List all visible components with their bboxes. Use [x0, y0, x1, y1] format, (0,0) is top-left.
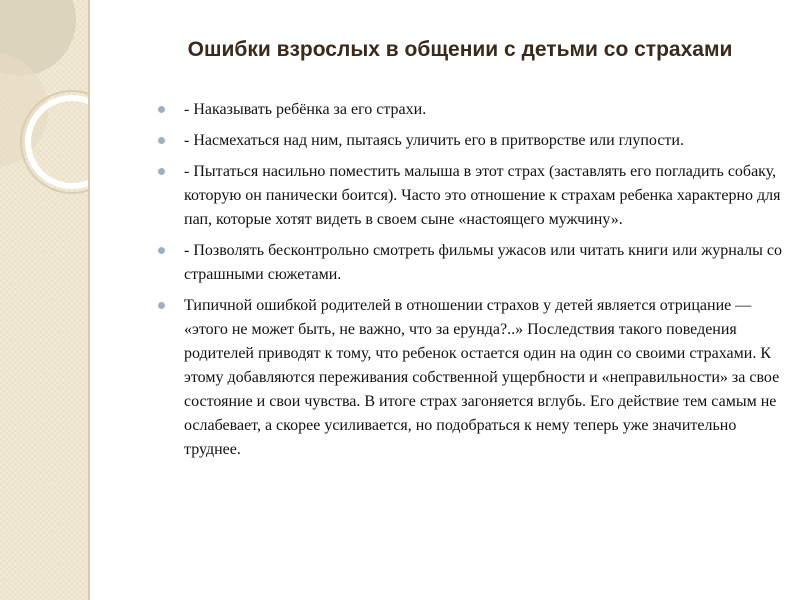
bullet-icon	[158, 106, 165, 113]
bullet-item-horror	[158, 239, 794, 287]
bullet-icon	[158, 247, 165, 254]
bullet-item-punish	[158, 98, 794, 122]
bullet-text: - Насмехаться над ним, пытаясь уличить его в притворстве или глупости.	[184, 132, 684, 149]
bullet-text: - Позволять бесконтрольно смотреть фильмы ужасов или читать книги или журналы со страшными сюжетами.	[184, 242, 782, 283]
bullet-icon	[158, 137, 165, 144]
panel-divider	[88, 0, 90, 600]
bullet-text: - Пытаться насильно поместить малыша в этот страх (заставлять его погладить собаку, которую он панически боится). Часто это отношение к страхам ребенка характерно для пап, которые хотят видеть в своем сыне «настоящего мужчину».	[184, 163, 781, 228]
bullet-item-mock	[158, 129, 794, 153]
bullet-icon	[158, 168, 165, 175]
bullet-text: - Наказывать ребёнка за его страхи.	[184, 101, 427, 118]
slide-title: Ошибки взрослых в общении с детьми со страхами	[187, 38, 733, 61]
bullet-text: Типичной ошибкой родителей в отношении страхов у детей является отрицание — «этого не может быть, не важно, что за ерунда?..» Последствия такого поведения родителей приводят к тому, что ребенок остается один на один со своими страхами. К этому добавляются переживания собственной ущербности и «неправильности» за свое состояние и свои чувства. В итоге страх загоняется вглубь. Его действие тем самым не ослабевает, а скорее усиливается, но подобраться к нему теперь уже значительно труднее.	[184, 297, 780, 458]
decorative-circles	[0, 0, 90, 600]
bullet-list	[158, 98, 794, 469]
bullet-item-denial	[158, 294, 794, 462]
bullet-icon	[158, 302, 165, 309]
bullet-item-force	[158, 160, 794, 232]
decorative-side-panel	[0, 0, 90, 600]
